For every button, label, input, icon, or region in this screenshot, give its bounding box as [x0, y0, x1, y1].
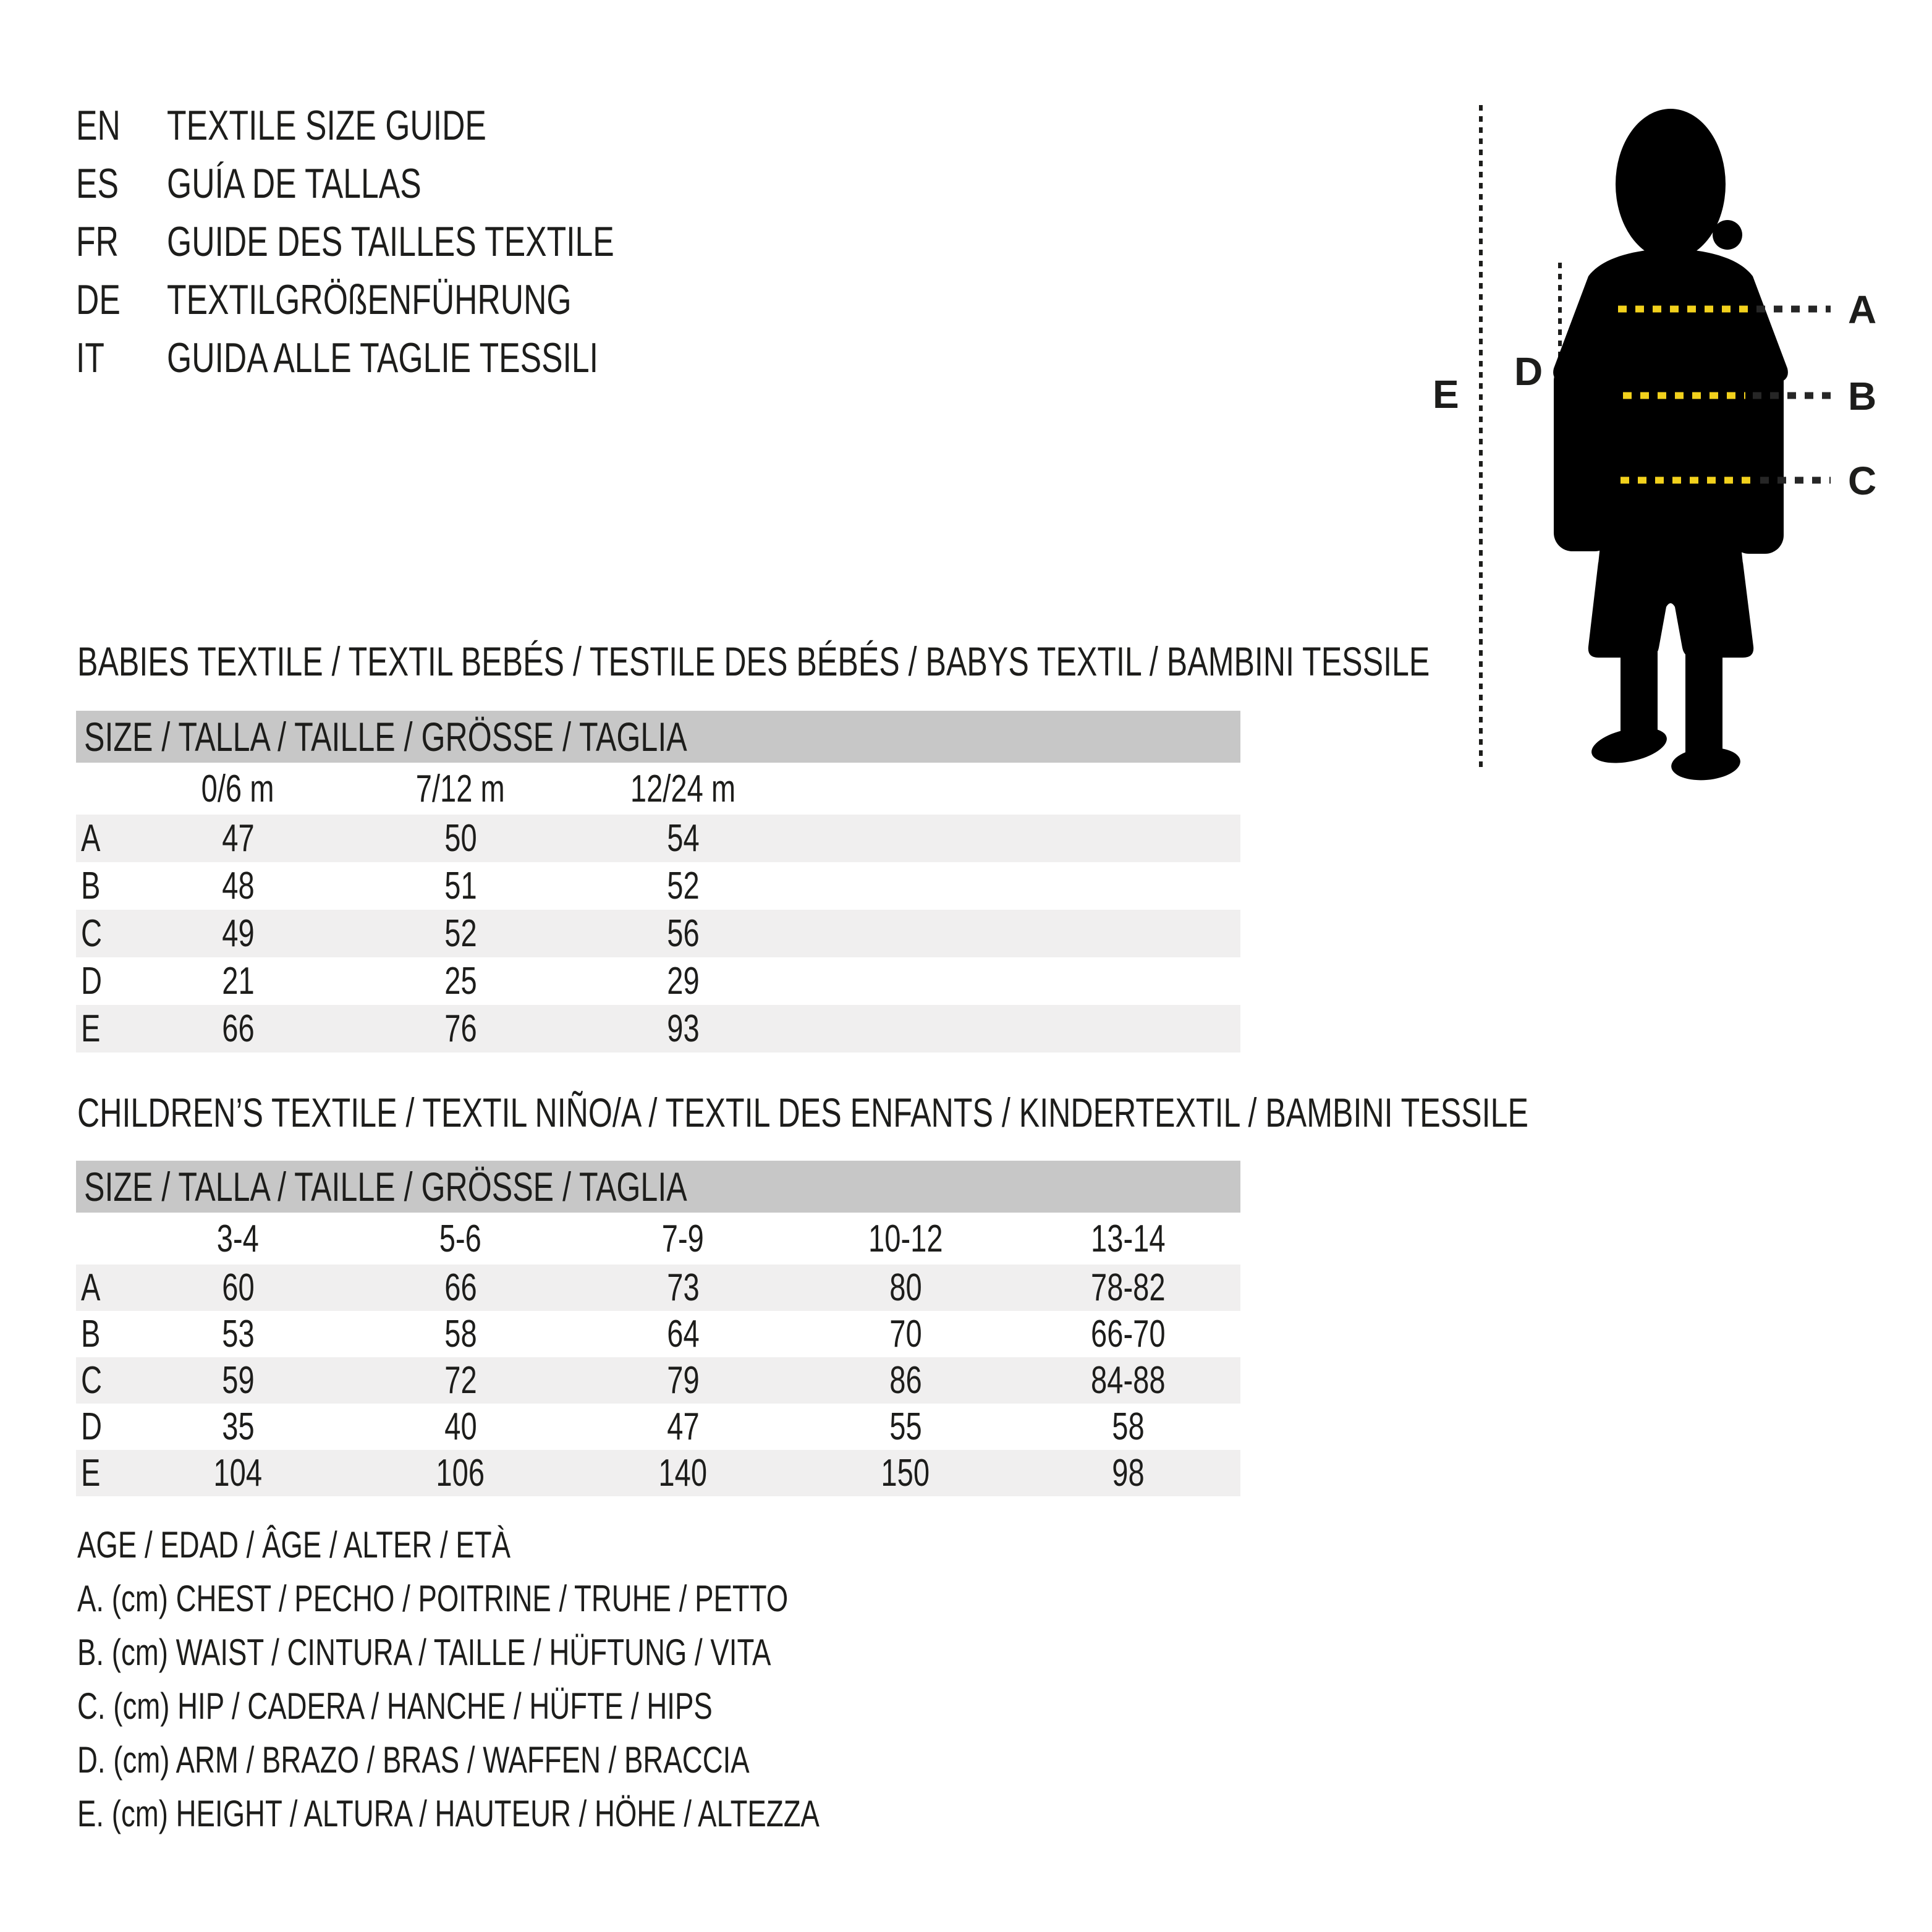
lang-title-it: GUIDA ALLE TAGLIE TESSILI: [167, 334, 599, 381]
table-row: [76, 1005, 1240, 1053]
row-label: A: [81, 1266, 101, 1309]
table-row: [76, 1450, 1240, 1496]
children-size-header-bar: [76, 1161, 1240, 1213]
lang-code-en: EN: [76, 102, 121, 149]
legend-waist: B. (cm) WAIST / CINTURA / TAILLE / HÜFTUNG / VITA: [77, 1631, 771, 1673]
row-label: B: [81, 865, 101, 907]
table-cell: 53: [221, 1313, 255, 1355]
table-cell: 60: [221, 1266, 255, 1309]
row-label: A: [81, 817, 101, 860]
column-header: 7/12 m: [415, 767, 506, 810]
babies-column-header-row: [76, 763, 1240, 815]
table-cell: 59: [221, 1359, 255, 1402]
table-row: [76, 1357, 1240, 1404]
table-cell: 140: [658, 1452, 708, 1494]
table-cell: 70: [889, 1313, 922, 1355]
lang-title-de: TEXTILGRÖßENFÜHRUNG: [167, 276, 572, 323]
table-cell: 66: [444, 1266, 477, 1309]
row-label: B: [81, 1313, 101, 1355]
lang-title-fr: GUIDE DES TAILLES TEXTILE: [167, 218, 614, 265]
table-cell: 76: [444, 1007, 477, 1050]
table-cell: 66-70: [1090, 1313, 1166, 1355]
table-cell: 150: [881, 1452, 930, 1494]
legend-hip: C. (cm) HIP / CADERA / HANCHE / HÜFTE / HIPS: [77, 1685, 713, 1727]
children-size-table: [76, 1161, 1240, 1496]
table-cell: 52: [444, 912, 477, 955]
table-cell: 106: [436, 1452, 485, 1494]
babies-size-table: [76, 711, 1240, 1053]
children-section-title: CHILDREN’S TEXTILE / TEXTIL NIÑO/A / TEXTIL DES ENFANTS / KINDERTEXTIL / BAMBINI TESSILE: [77, 1090, 1528, 1135]
lang-code-fr: FR: [76, 218, 119, 265]
table-row: [76, 1311, 1240, 1357]
legend-height: E. (cm) HEIGHT / ALTURA / HAUTEUR / HÖHE / ALTEZZA: [77, 1792, 820, 1834]
table-cell: 50: [444, 817, 477, 860]
lang-title-en: TEXTILE SIZE GUIDE: [167, 102, 486, 149]
table-cell: 29: [666, 960, 700, 1002]
table-cell: 58: [444, 1313, 477, 1355]
babies-size-header: SIZE / TALLA / TAILLE / GRÖSSE / TAGLIA: [84, 714, 687, 760]
column-header: 13-14: [1090, 1217, 1166, 1260]
measure-label-d: D: [1514, 349, 1543, 394]
lang-code-de: DE: [76, 276, 121, 323]
children-size-header: SIZE / TALLA / TAILLE / GRÖSSE / TAGLIA: [84, 1164, 687, 1210]
table-cell: 54: [666, 817, 700, 860]
table-row: [76, 910, 1240, 957]
table-cell: 35: [221, 1405, 255, 1448]
table-cell: 55: [889, 1405, 922, 1448]
children-column-header-row: [76, 1213, 1240, 1265]
table-cell: 25: [444, 960, 477, 1002]
table-cell: 104: [213, 1452, 263, 1494]
babies-size-header-bar: [76, 711, 1240, 763]
column-header: 5-6: [439, 1217, 482, 1260]
table-cell: 80: [889, 1266, 922, 1309]
table-cell: 73: [666, 1266, 700, 1309]
row-label: D: [81, 960, 103, 1002]
row-label: E: [81, 1007, 101, 1050]
table-cell: 86: [889, 1359, 922, 1402]
measure-label-a: A: [1848, 287, 1877, 332]
child-silhouette: [1553, 109, 1788, 783]
row-label: C: [81, 912, 103, 955]
table-cell: 51: [444, 865, 477, 907]
table-cell: 79: [666, 1359, 700, 1402]
measure-label-c: C: [1848, 459, 1877, 503]
row-label: D: [81, 1405, 103, 1448]
lang-code-it: IT: [76, 334, 104, 381]
table-row: [76, 862, 1240, 910]
table-cell: 52: [666, 865, 700, 907]
measure-label-b: B: [1848, 374, 1877, 418]
column-header: 0/6 m: [201, 767, 274, 810]
babies-section-title: BABIES TEXTILE / TEXTIL BEBÉS / TESTILE DES BÉBÉS / BABYS TEXTIL / BAMBINI TESSILE: [77, 638, 1430, 684]
column-header: 3-4: [216, 1217, 260, 1260]
legend-arm: D. (cm) ARM / BRAZO / BRAS / WAFFEN / BRACCIA: [77, 1739, 750, 1781]
table-cell: 48: [221, 865, 255, 907]
table-cell: 21: [221, 960, 255, 1002]
lang-title-es: GUÍA DE TALLAS: [167, 160, 422, 207]
table-cell: 56: [666, 912, 700, 955]
table-cell: 98: [1111, 1452, 1145, 1494]
column-header: 7-9: [661, 1217, 705, 1260]
measure-label-e: E: [1433, 372, 1459, 417]
legend-age: AGE / EDAD / ÂGE / ALTER / ETÀ: [77, 1523, 511, 1566]
table-cell: 66: [221, 1007, 255, 1050]
table-row: [76, 1404, 1240, 1450]
row-label: E: [81, 1452, 101, 1494]
table-cell: 93: [666, 1007, 700, 1050]
table-cell: 49: [221, 912, 255, 955]
table-cell: 40: [444, 1405, 477, 1448]
table-cell: 84-88: [1090, 1359, 1166, 1402]
column-header: 10-12: [868, 1217, 943, 1260]
table-cell: 72: [444, 1359, 477, 1402]
table-row: [76, 1265, 1240, 1311]
table-cell: 58: [1111, 1405, 1145, 1448]
row-label: C: [81, 1359, 103, 1402]
table-cell: 47: [221, 817, 255, 860]
table-cell: 78-82: [1090, 1266, 1166, 1309]
legend-chest: A. (cm) CHEST / PECHO / POITRINE / TRUHE / PETTO: [77, 1577, 789, 1619]
table-row: [76, 815, 1240, 862]
table-cell: 64: [666, 1313, 700, 1355]
table-cell: 47: [666, 1405, 700, 1448]
lang-code-es: ES: [76, 160, 119, 207]
column-header: 12/24 m: [630, 767, 736, 810]
table-row: [76, 957, 1240, 1005]
